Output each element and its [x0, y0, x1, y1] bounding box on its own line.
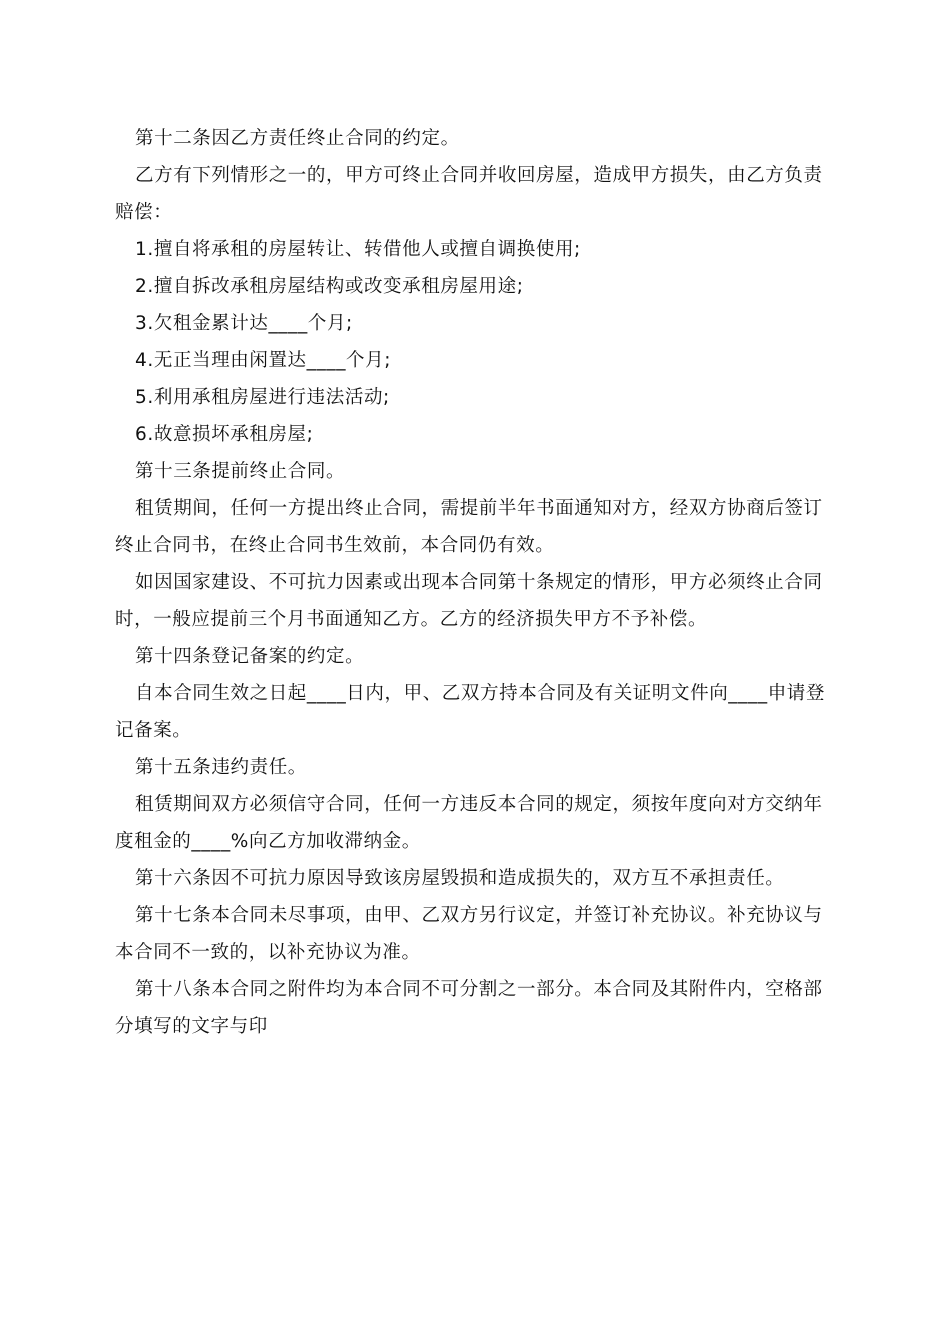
list-item: 2.擅自拆改承租房屋结构或改变承租房屋用途; [135, 276, 524, 297]
list-item: 3.欠租金累计达____个月; [135, 313, 353, 334]
clause-12-text: 乙方有下列情形之一的，甲方可终止合同并收回房屋，造成甲方损失，由乙方负责赔偿： [115, 165, 823, 223]
clause-15-heading: 第十五条违约责任。 [135, 757, 307, 778]
clause-17-text: 第十七条本合同未尽事项，由甲、乙双方另行议定，并签订补充协议。补充协议与本合同不一致的，以补充协议为准。 [115, 905, 823, 963]
clause-13-heading: 第十三条提前终止合同。 [135, 461, 346, 482]
list-item: 6.故意损坏承租房屋; [135, 424, 314, 445]
list-item: 1.擅自将承租的房屋转让、转借他人或擅自调换使用; [135, 239, 581, 260]
clause-14-heading: 第十四条登记备案的约定。 [135, 646, 365, 667]
clause-12-heading: 第十二条因乙方责任终止合同的约定。 [135, 128, 460, 149]
clause-16-text: 第十六条因不可抗力原因导致该房屋毁损和造成损失的，双方互不承担责任。 [135, 868, 785, 889]
clause-14-text: 自本合同生效之日起____日内，甲、乙双方持本合同及有关证明文件向____申请登记备案。 [115, 683, 826, 741]
clause-13-text: 租赁期间，任何一方提出终止合同，需提前半年书面通知对方，经双方协商后签订终止合同书，在终止合同书生效前，本合同仍有效。 [115, 498, 823, 556]
clause-18-text: 第十八条本合同之附件均为本合同不可分割之一部分。本合同及其附件内，空格部分填写的文字与印 [115, 979, 823, 1037]
clause-15-text: 租赁期间双方必须信守合同，任何一方违反本合同的规定，须按年度向对方交纳年度租金的____%向乙方加收滞纳金。 [115, 794, 823, 852]
list-item: 4.无正当理由闲置达____个月; [135, 350, 392, 371]
document-body [115, 120, 840, 1045]
clause-13-text-2: 如因国家建设、不可抗力因素或出现本合同第十条规定的情形，甲方必须终止合同时，一般应提前三个月书面通知乙方。乙方的经济损失甲方不予补偿。 [115, 572, 823, 630]
list-item: 5.利用承租房屋进行违法活动; [135, 387, 390, 408]
